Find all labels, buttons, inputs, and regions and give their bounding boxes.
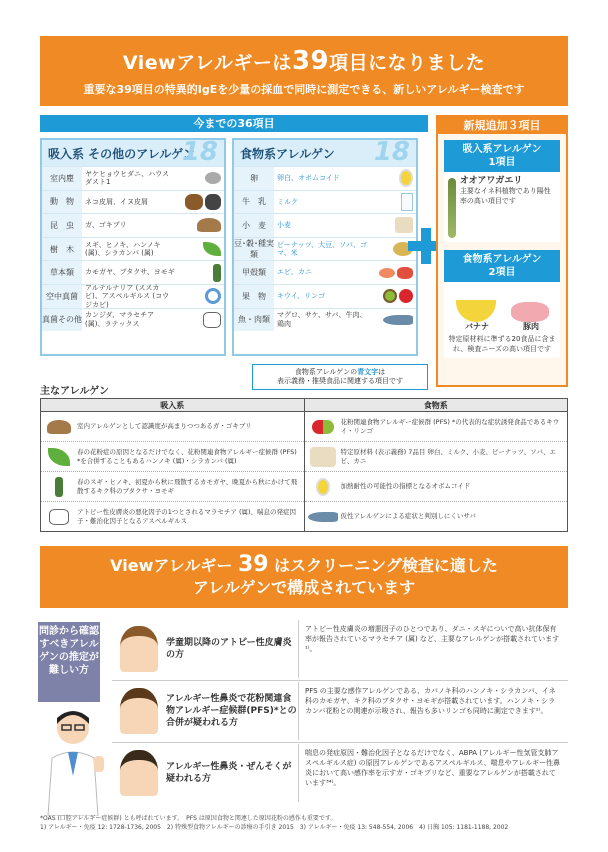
inhalant-allergen-box [40,138,226,356]
table-row: 春の花粉症の原因となるだけでなく、花粉関連食物アレルギー症候群 (PFS) *を合併することもあるハンノキ (属)・シラカンバ (属) [41,442,304,472]
cat-icon [205,194,221,210]
footnote: *OAS (口腔アレルギー症候群) とも呼ばれています。 PFS は原因食物と関連した原因花粉の感作も重要です。 1) アレルギー・免疫 12: 1728-1736, 2005 2) 特殊型食物アレルギーの診療の手引き 2015 3) アレルギー・免疫 13: 548-554, 2006 4) 日胸 105: 1181-1188, 2002 [40,815,509,831]
new-food-desc: 特定原材料に準ずる20食品に含まれ、検査ニーズの高い項目です [448,335,556,353]
shrimp-icon [379,268,395,278]
case-atopic-dermatitis: 学童期以降のアトピー性皮膚炎の方 アトピー性皮膚炎の増悪因子のひとつであり、ダニ・スギについで高い抗体保有率が報告されているマラセチア (属) など、主要なアレルゲンが搭載されています¹⁾。 [112,620,568,678]
inhalant-row: 空中真菌 アルテルナリア (ススカビ)、アスペルギルス (コウジカビ) [42,284,224,308]
crab-icon [397,267,413,279]
table-row: 春のスギ・ヒノキ、初夏から秋に飛散するカモガヤ、晩夏から秋にかけて飛散するキク科のブタクサ・ヨモギ [41,472,304,502]
food-row: 小 麦 小麦 [234,213,416,237]
fish-icon [383,315,413,325]
child-scratching-icon [120,626,158,672]
dust-mite-icon [205,172,221,184]
banana-icon [456,300,496,322]
food-row: 甲殻類 エビ、カニ [234,260,416,284]
top-banner-title: Viewアレルギーは39項目になりました [122,46,486,76]
col-inhalant-header: 吸入系 [41,399,305,411]
new-items-header: 新規追加３項目 [438,117,566,134]
table-row: 加熱耐性の可能性の指標となるオボムコイド [305,472,568,502]
fish-meat-items: マグロ、サケ、サバ、牛肉、鶏肉 [277,311,367,328]
inhalant-box-title: 吸入系 その他のアレルゲン 18 [42,140,224,166]
inhalant-row: 昆 虫 ガ、ゴキブリ [42,213,224,237]
egg-icon [399,169,413,187]
blue-text-note: 食物系アレルゲンの青文字は 表示義務・推奨食品に関連する項目です [252,364,428,390]
pork-icon [511,302,549,322]
col-food-header: 食物系 [423,401,448,410]
case-rhinitis-asthma: アレルギー性鼻炎・ぜんそくが疑われる方 喘息の発症原因・難治化因子となるだけでなく、ABPA (アレルギー性気管支肺アスペルギルス症) の原因アレルゲンであるアスペルギルス、喘息やアレルギー性鼻炎において高い感作率を示すガ・ゴキブリなど、重要なアレルゲンが搭載されています³⁴⁾。 [112,744,568,802]
dog-icon [185,194,203,210]
table-row: 仮性アレルゲンによる症状と判別しにくいサバ [305,502,568,531]
table-row: 室内アレルゲンとして認識度が高まりつつあるガ・ゴキブリ [41,412,304,442]
inhalant-row: 室内塵 ヤケヒョウヒダニ、ハウスダスト1 [42,166,224,190]
magnifier-icon [205,288,221,304]
food-row: 卵 卵白、オボムコイド [234,166,416,190]
new-items-panel [436,115,568,387]
apple-kiwi-icon [312,420,334,434]
pork-label: 豚肉 [523,322,539,331]
kiwi-icon [383,289,397,303]
weed-icon [55,477,63,497]
food-row: 魚・肉類 マグロ、サケ、サバ、牛肉、鶏肉 [234,308,416,332]
previous-items-header: 今までの36項目 [40,115,428,132]
food-row: 豆･穀･種実類 ピーナッツ、大豆、ソバ、ゴマ、米 [234,237,416,261]
food-group-icon [310,447,336,467]
new-food-box [444,250,560,358]
case-rhinitis-pfs: アレルギー性鼻炎で花粉関連食物アレルギー症候群(PFS)*との合併が疑われる方 PFS の主要な感作アレルゲンである、カバノキ科のハンノキ・シラカンバ、イネ科のカモガヤ、キク科のブタクサ・ヨモギが搭載されています。ハンノキ・シラカンバ花粉との関連が示唆され、報告も多いリンゴも同時に測定できます²⁾。 [112,682,568,740]
new-inhalant-box [444,140,560,242]
leaf-icon [203,242,221,256]
inhalant-row: 樹 木 スギ、ヒノキ、ハンノキ (属)、シラカンバ (属) [42,237,224,261]
food-row: 果 物 キウイ、リンゴ [234,284,416,308]
doctor-illustration [38,706,108,816]
fungus-icon [49,509,69,525]
table-row: アトピー性皮膚炎の悪化因子の1つとされるマラセチア (属)、喘息の発症因子・難治化因子となるアスペルギルス [41,502,304,531]
child-coughing-icon [120,750,158,796]
question-box: 問診から確認すべきアレルゲンの推定が難しい方 [38,622,100,702]
main-allergens-table [40,398,568,532]
egg-icon [316,478,330,496]
mid-banner: Viewアレルギー 39 はスクリーニング検査に適した アレルゲンで構成されています [40,546,568,608]
food-box-title: 食物系アレルゲン 18 [234,140,416,166]
milk-glass-icon [401,193,413,211]
table-row: 花粉関連食物アレルギー症候群 (PFS) *の代表的な症状誘発食品であるキウイ・リンゴ [305,412,568,442]
new-inhalant-title: 吸入系アレルゲン 1項目 [444,140,560,172]
child-sneezing-icon [120,688,158,734]
top-banner-subtitle: 重要な39項目の特異的IgEを少量の採血で同時に測定できる、新しいアレルギー検査です [83,83,525,96]
main-allergens-title: 主なアレルゲン [40,386,109,397]
food-allergen-box [232,138,418,356]
leaf-icon [48,448,70,466]
table-row: 特定原材料 (表示義務) 7品目 卵白、ミルク、小麦、ピーナッツ、ソバ、エビ、カニ [305,442,568,472]
banana-label: バナナ [465,322,489,331]
inhalant-row: 真菌その他 カンジダ、マラセチア (属)、ラテックス [42,308,224,332]
weed-icon [213,264,221,282]
moth-icon [47,420,71,434]
apple-icon [399,289,413,303]
new-food-title: 食物系アレルゲン 2項目 [444,250,560,282]
moth-icon [197,218,221,232]
inhalant-row: 草本類 カモガヤ、ブタクサ、ヨモギ [42,260,224,284]
fish-icon [308,512,338,522]
fungus-icon [203,312,221,328]
inhalant-row: 動 物 ネコ皮屑、イヌ皮屑 [42,190,224,214]
new-inhalant-name: オオアワガエリ [459,176,523,186]
new-inhalant-desc: 主要なイネ科植物であり陽性率の高い項目です [459,187,551,205]
top-banner [40,36,568,106]
timothy-grass-icon [448,178,456,238]
food-row: 牛 乳 ミルク [234,190,416,214]
